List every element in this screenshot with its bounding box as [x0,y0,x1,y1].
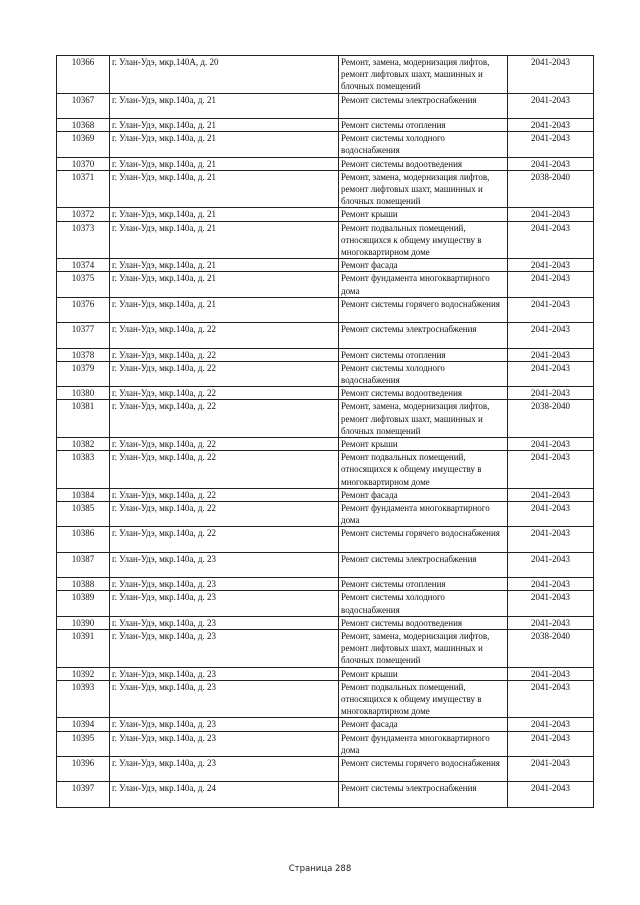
row-work-type: Ремонт системы горячего водоснабжения [339,527,508,552]
row-period: 2041-2043 [508,782,594,807]
table-row [57,718,594,731]
table-row [57,667,594,680]
table-row [57,297,594,322]
row-number: 10369 [57,132,110,157]
row-work-type: Ремонт крыши [339,208,508,221]
row-work-type: Ремонт, замена, модернизация лифтов, ремонт лифтовых шахт, машинных и блочных помещений [339,400,508,438]
table-row [57,527,594,552]
row-address: г. Улан-Удэ, мкр.140а, д. 22 [110,323,339,348]
row-period: 2041-2043 [508,438,594,451]
row-number: 10396 [57,757,110,782]
row-work-type: Ремонт фундамента многоквартирного дома [339,502,508,527]
row-number: 10387 [57,552,110,577]
row-number: 10388 [57,578,110,591]
row-period: 2041-2043 [508,451,594,489]
table-row [57,272,594,297]
row-period: 2041-2043 [508,259,594,272]
row-address: г. Улан-Удэ, мкр.140а, д. 21 [110,221,339,259]
row-work-type: Ремонт системы отопления [339,578,508,591]
row-address: г. Улан-Удэ, мкр.140а, д. 22 [110,527,339,552]
row-number: 10392 [57,667,110,680]
row-number: 10374 [57,259,110,272]
row-period: 2041-2043 [508,387,594,400]
row-work-type: Ремонт, замена, модернизация лифтов, ремонт лифтовых шахт, машинных и блочных помещений [339,630,508,668]
row-work-type: Ремонт системы холодного водоснабжения [339,591,508,616]
row-period: 2041-2043 [508,221,594,259]
table-row [57,132,594,157]
table-row [57,451,594,489]
row-period: 2041-2043 [508,56,594,94]
table-row [57,170,594,208]
row-period: 2041-2043 [508,361,594,386]
row-work-type: Ремонт фасада [339,718,508,731]
row-address: г. Улан-Удэ, мкр.140а, д. 23 [110,718,339,731]
row-address: г. Улан-Удэ, мкр.140а, д. 23 [110,667,339,680]
table-row [57,630,594,668]
row-number: 10380 [57,387,110,400]
row-work-type: Ремонт системы холодного водоснабжения [339,361,508,386]
table-row [57,208,594,221]
row-period: 2041-2043 [508,93,594,118]
row-address: г. Улан-Удэ, мкр.140а, д. 21 [110,93,339,118]
row-address: г. Улан-Удэ, мкр.140а, д. 23 [110,731,339,756]
row-period: 2041-2043 [508,297,594,322]
row-work-type: Ремонт системы электроснабжения [339,323,508,348]
row-number: 10385 [57,502,110,527]
row-address: г. Улан-Удэ, мкр.140а, д. 21 [110,208,339,221]
table-row [57,757,594,782]
row-work-type: Ремонт системы электроснабжения [339,782,508,807]
row-work-type: Ремонт системы отопления [339,348,508,361]
row-number: 10395 [57,731,110,756]
row-address: г. Улан-Удэ, мкр.140а, д. 22 [110,502,339,527]
table-row [57,731,594,756]
table-row [57,578,594,591]
row-number: 10367 [57,93,110,118]
row-address: г. Улан-Удэ, мкр.140а, д. 22 [110,488,339,501]
row-address: г. Улан-Удэ, мкр.140а, д. 21 [110,132,339,157]
row-address: г. Улан-Удэ, мкр.140а, д. 23 [110,757,339,782]
row-address: г. Улан-Удэ, мкр.140а, д. 24 [110,782,339,807]
table-row [57,93,594,118]
row-address: г. Улан-Удэ, мкр.140а, д. 23 [110,630,339,668]
row-number: 10376 [57,297,110,322]
document-page [56,55,593,808]
row-period: 2038-2040 [508,400,594,438]
table-row [57,119,594,132]
row-period: 2041-2043 [508,578,594,591]
row-number: 10391 [57,630,110,668]
row-address: г. Улан-Удэ, мкр.140а, д. 23 [110,552,339,577]
row-work-type: Ремонт системы холодного водоснабжения [339,132,508,157]
row-period: 2041-2043 [508,667,594,680]
row-work-type: Ремонт системы горячего водоснабжения [339,297,508,322]
row-number: 10390 [57,616,110,629]
row-work-type: Ремонт фундамента многоквартирного дома [339,272,508,297]
table-row [57,361,594,386]
row-address: г. Улан-Удэ, мкр.140А, д. 20 [110,56,339,94]
row-address: г. Улан-Удэ, мкр.140а, д. 23 [110,680,339,718]
row-address: г. Улан-Удэ, мкр.140а, д. 21 [110,297,339,322]
row-number: 10381 [57,400,110,438]
row-period: 2041-2043 [508,119,594,132]
row-address: г. Улан-Удэ, мкр.140а, д. 22 [110,348,339,361]
row-address: г. Улан-Удэ, мкр.140а, д. 23 [110,591,339,616]
row-work-type: Ремонт системы электроснабжения [339,552,508,577]
row-period: 2041-2043 [508,757,594,782]
table-row [57,680,594,718]
row-address: г. Улан-Удэ, мкр.140а, д. 21 [110,157,339,170]
row-work-type: Ремонт подвальных помещений, относящихся к общему имуществу в многоквартирном доме [339,451,508,489]
row-number: 10394 [57,718,110,731]
row-address: г. Улан-Удэ, мкр.140а, д. 23 [110,578,339,591]
table-row [57,157,594,170]
row-period: 2041-2043 [508,272,594,297]
row-number: 10375 [57,272,110,297]
table-row [57,438,594,451]
row-work-type: Ремонт фундамента многоквартирного дома [339,731,508,756]
row-period: 2041-2043 [508,502,594,527]
row-address: г. Улан-Удэ, мкр.140а, д. 21 [110,259,339,272]
row-number: 10397 [57,782,110,807]
table-row [57,400,594,438]
row-number: 10389 [57,591,110,616]
repair-schedule-table [56,55,594,808]
row-period: 2041-2043 [508,132,594,157]
table-body [57,56,594,808]
row-period: 2041-2043 [508,616,594,629]
row-number: 10372 [57,208,110,221]
table-row [57,488,594,501]
table-row [57,323,594,348]
row-work-type: Ремонт подвальных помещений, относящихся к общему имуществу в многоквартирном доме [339,680,508,718]
table-row [57,221,594,259]
row-work-type: Ремонт системы водоотведения [339,157,508,170]
row-period: 2038-2040 [508,630,594,668]
row-number: 10373 [57,221,110,259]
row-work-type: Ремонт системы горячего водоснабжения [339,757,508,782]
table-row [57,591,594,616]
row-period: 2041-2043 [508,488,594,501]
row-work-type: Ремонт системы электроснабжения [339,93,508,118]
row-work-type: Ремонт фасада [339,259,508,272]
row-period: 2041-2043 [508,348,594,361]
row-period: 2041-2043 [508,157,594,170]
row-work-type: Ремонт системы водоотведения [339,387,508,400]
row-address: г. Улан-Удэ, мкр.140а, д. 22 [110,400,339,438]
row-period: 2041-2043 [508,527,594,552]
row-work-type: Ремонт крыши [339,667,508,680]
row-work-type: Ремонт системы отопления [339,119,508,132]
row-number: 10377 [57,323,110,348]
row-number: 10370 [57,157,110,170]
row-number: 10371 [57,170,110,208]
row-address: г. Улан-Удэ, мкр.140а, д. 22 [110,387,339,400]
row-address: г. Улан-Удэ, мкр.140а, д. 22 [110,451,339,489]
row-period: 2041-2043 [508,208,594,221]
row-address: г. Улан-Удэ, мкр.140а, д. 22 [110,438,339,451]
row-number: 10384 [57,488,110,501]
row-number: 10368 [57,119,110,132]
row-period: 2041-2043 [508,552,594,577]
row-period: 2041-2043 [508,323,594,348]
row-work-type: Ремонт крыши [339,438,508,451]
table-row [57,616,594,629]
row-number: 10378 [57,348,110,361]
row-period: 2041-2043 [508,680,594,718]
row-number: 10379 [57,361,110,386]
row-number: 10382 [57,438,110,451]
row-work-type: Ремонт системы водоотведения [339,616,508,629]
table-row [57,56,594,94]
row-address: г. Улан-Удэ, мкр.140а, д. 21 [110,119,339,132]
row-address: г. Улан-Удэ, мкр.140а, д. 21 [110,170,339,208]
row-number: 10386 [57,527,110,552]
table-row [57,782,594,807]
row-address: г. Улан-Удэ, мкр.140а, д. 21 [110,272,339,297]
table-row [57,552,594,577]
row-period: 2041-2043 [508,718,594,731]
row-work-type: Ремонт фасада [339,488,508,501]
row-period: 2041-2043 [508,591,594,616]
page-number: Страница 288 [288,864,352,874]
row-number: 10393 [57,680,110,718]
table-row [57,387,594,400]
row-period: 2038-2040 [508,170,594,208]
row-address: г. Улан-Удэ, мкр.140а, д. 23 [110,616,339,629]
row-period: 2041-2043 [508,731,594,756]
table-row [57,348,594,361]
row-work-type: Ремонт подвальных помещений, относящихся к общему имуществу в многоквартирном доме [339,221,508,259]
table-row [57,259,594,272]
row-address: г. Улан-Удэ, мкр.140а, д. 22 [110,361,339,386]
table-row [57,502,594,527]
row-number: 10383 [57,451,110,489]
row-work-type: Ремонт, замена, модернизация лифтов, ремонт лифтовых шахт, машинных и блочных помещений [339,56,508,94]
row-number: 10366 [57,56,110,94]
row-work-type: Ремонт, замена, модернизация лифтов, ремонт лифтовых шахт, машинных и блочных помещений [339,170,508,208]
